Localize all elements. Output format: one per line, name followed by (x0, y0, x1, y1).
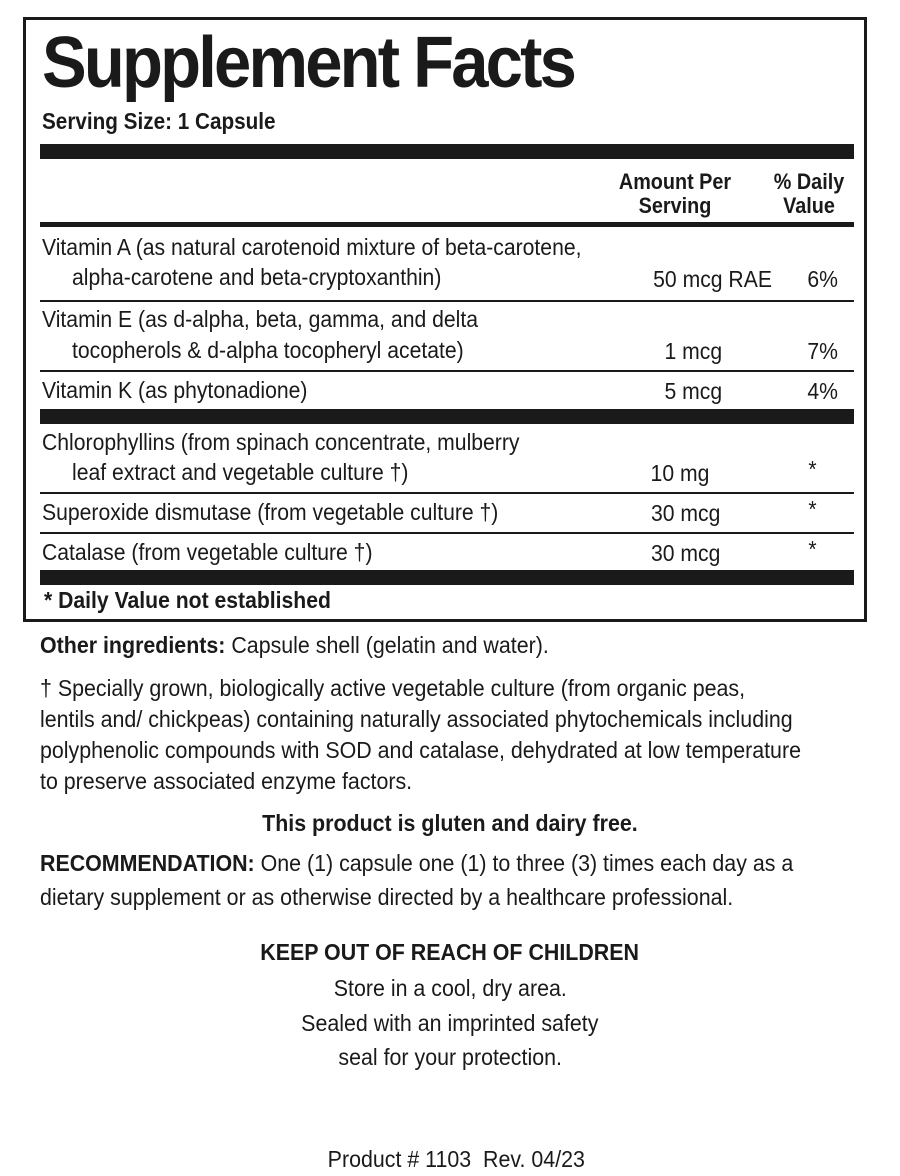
divider-thin (40, 370, 854, 372)
ingredient-dv: * (808, 496, 817, 522)
product-code: Product # 1103 Rev. 04/23 (327, 1146, 586, 1172)
culture-note-line: polyphenolic compounds with SOD and catalase, dehydrated at low temperature (40, 737, 801, 763)
ingredient-amount: 30 mcg (651, 500, 721, 526)
divider-thick (40, 144, 854, 159)
ingredient-amount: 1 mcg (664, 338, 723, 364)
ingredient-name: Chlorophyllins (from spinach concentrate, mulberry (42, 429, 520, 455)
ingredient-name-cont: alpha-carotene and beta-cryptoxanthin) (72, 264, 442, 290)
ingredient-name: Vitamin A (as natural carotenoid mixture of beta-carotene, (42, 234, 582, 260)
ingredient-name: Vitamin E (as d-alpha, beta, gamma, and delta (42, 306, 478, 332)
daily-value-footnote: * Daily Value not established (44, 587, 331, 613)
warning-title: KEEP OUT OF REACH OF CHILDREN (260, 939, 640, 965)
recommendation-line: dietary supplement or as otherwise directed by a healthcare professional. (40, 884, 734, 910)
culture-note-line: lentils and/ chickpeas) containing naturally associated phytochemicals including (40, 706, 793, 732)
ingredient-name: Superoxide dismutase (from vegetable culture †) (42, 499, 499, 525)
culture-note-line: † Specially grown, biologically active vegetable culture (from organic peas, (40, 675, 746, 701)
ingredient-amount: 30 mcg (651, 540, 721, 566)
ingredient-dv: 6% (807, 266, 838, 292)
header-amount: Amount Per Serving (618, 169, 732, 218)
gluten-statement: This product is gluten and dairy free. (262, 810, 638, 836)
panel-title: Supplement Facts (42, 23, 575, 103)
culture-note-line: to preserve associated enzyme factors. (40, 768, 413, 794)
divider-medium (40, 222, 854, 227)
ingredient-dv: 4% (807, 378, 838, 404)
ingredient-name: Vitamin K (as phytonadione) (42, 377, 308, 403)
other-ingredients-text: Capsule shell (gelatin and water). (225, 632, 549, 658)
ingredient-name-cont: leaf extract and vegetable culture †) (72, 459, 409, 485)
recommendation-label: RECOMMENDATION: (40, 850, 255, 876)
ingredient-dv: 7% (807, 338, 838, 364)
recommendation-line: RECOMMENDATION: One (1) capsule one (1) to three (3) times each day as a (40, 850, 794, 876)
ingredient-dv: * (808, 456, 817, 482)
ingredient-dv: * (808, 536, 817, 562)
divider-thick (40, 570, 854, 585)
other-ingredients-label: Other ingredients: (40, 632, 226, 658)
divider-thin (40, 532, 854, 534)
serving-size: Serving Size: 1 Capsule (42, 108, 276, 134)
divider-thin (40, 492, 854, 494)
header-daily-value: % Daily Value (773, 169, 845, 218)
ingredient-amount: 5 mcg (664, 378, 723, 404)
ingredient-name-cont: tocopherols & d-alpha tocopheryl acetate) (72, 337, 464, 363)
divider-thick (40, 409, 854, 424)
ingredient-amount: 50 mcg RAE (653, 266, 772, 292)
supplement-facts-panel (23, 17, 867, 622)
storage-line: Store in a cool, dry area. (333, 975, 567, 1001)
ingredient-name: Catalase (from vegetable culture †) (42, 539, 373, 565)
ingredient-amount: 10 mg (650, 460, 710, 486)
storage-line: Sealed with an imprinted safety (301, 1010, 599, 1036)
storage-line: seal for your protection. (338, 1044, 562, 1070)
other-ingredients (40, 630, 549, 661)
divider-thin (40, 300, 854, 302)
